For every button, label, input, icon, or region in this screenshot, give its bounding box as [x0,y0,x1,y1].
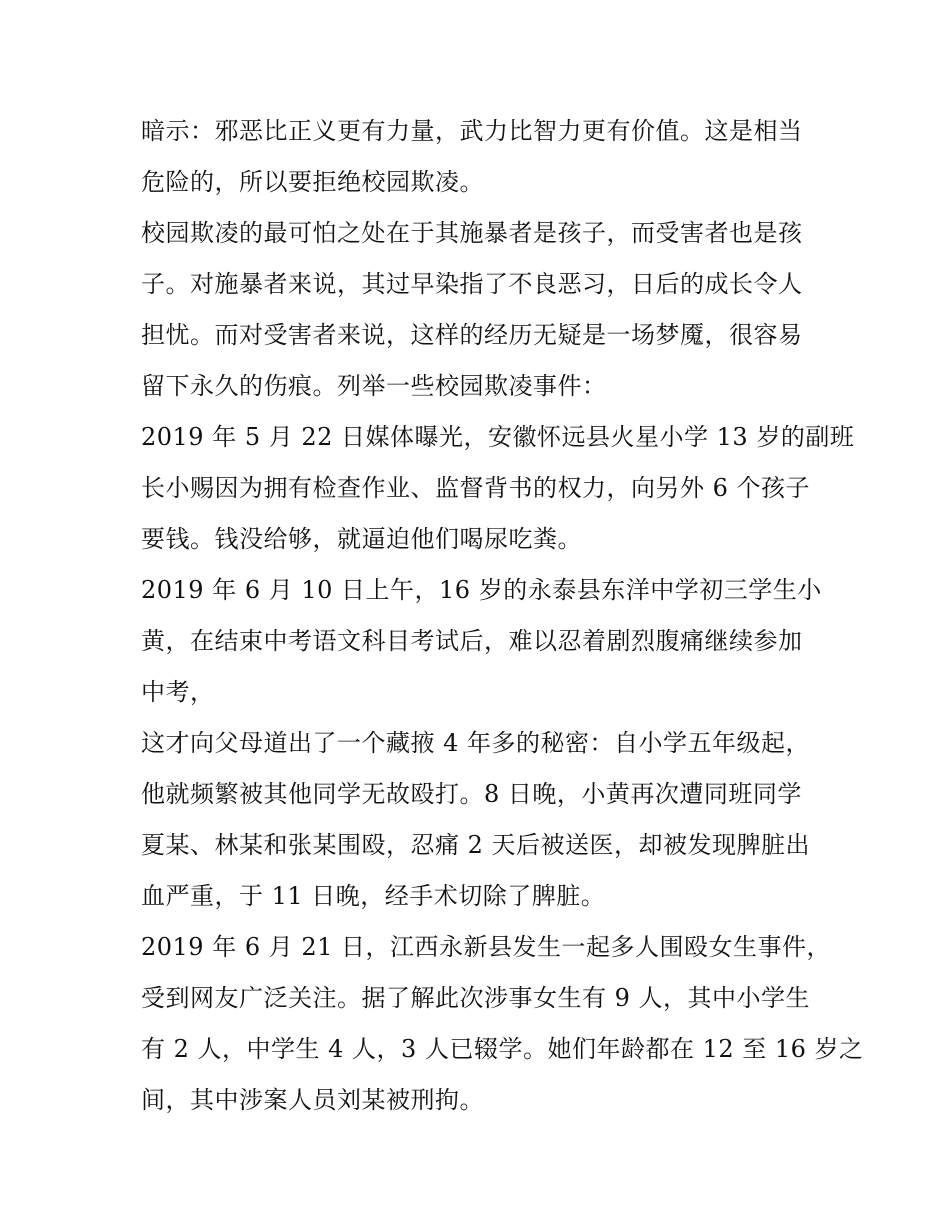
text-line: 受到网友广泛关注。据了解此次涉事女生有 9 人，其中小学生 [141,984,811,1012]
text-line: 血严重，于 11 日晚，经手术切除了脾脏。 [141,882,606,910]
text-line: 要钱。钱没给够，就逼迫他们喝尿吃粪。 [141,525,582,553]
text-line: 2019 年 5 月 22 日媒体曝光，安徽怀远县火星小学 13 岁的副班 [141,423,855,451]
text-line: 间，其中涉案人员刘某被刑拘。 [141,1086,484,1114]
document-body [141,106,864,1126]
text-line: 危险的，所以要拒绝校园欺凌。 [141,168,484,196]
text-line: 他就频繁被其他同学无故殴打。8 日晚，小黄再次遭同班同学 [141,780,802,808]
text-line: 2019 年 6 月 21 日，江西永新县发生一起多人围殴女生事件， [141,933,832,961]
text-line: 夏某、林某和张某围殴，忍痛 2 天后被送医，却被发现脾脏出 [141,831,811,859]
text-line: 2019 年 6 月 10 日上午，16 岁的永泰县东洋中学初三学生小 [141,576,822,604]
text-line: 校园欺凌的最可怕之处在于其施暴者是孩子，而受害者也是孩 [141,219,803,247]
text-line: 子。对施暴者来说，其过早染指了不良恶习，日后的成长令人 [141,270,803,298]
text-line: 黄，在结束中考语文科目考试后，难以忍着剧烈腹痛继续参加 [141,627,803,655]
text-line: 这才向父母道出了一个藏掖 4 年多的秘密：自小学五年级起， [141,729,811,757]
text-line: 留下永久的伤痕。列举一些校园欺凌事件： [141,372,607,400]
text-line: 暗示：邪恶比正义更有力量，武力比智力更有价值。这是相当 [141,117,803,145]
text-line: 长小赐因为拥有检查作业、监督背书的权力，向另外 6 个孩子 [141,474,811,502]
text-line: 中考， [141,678,215,706]
text-line: 担忧。而对受害者来说，这样的经历无疑是一场梦魇，很容易 [141,321,803,349]
text-line: 有 2 人，中学生 4 人，3 人已辍学。她们年龄都在 12 至 16 岁之 [141,1035,864,1063]
